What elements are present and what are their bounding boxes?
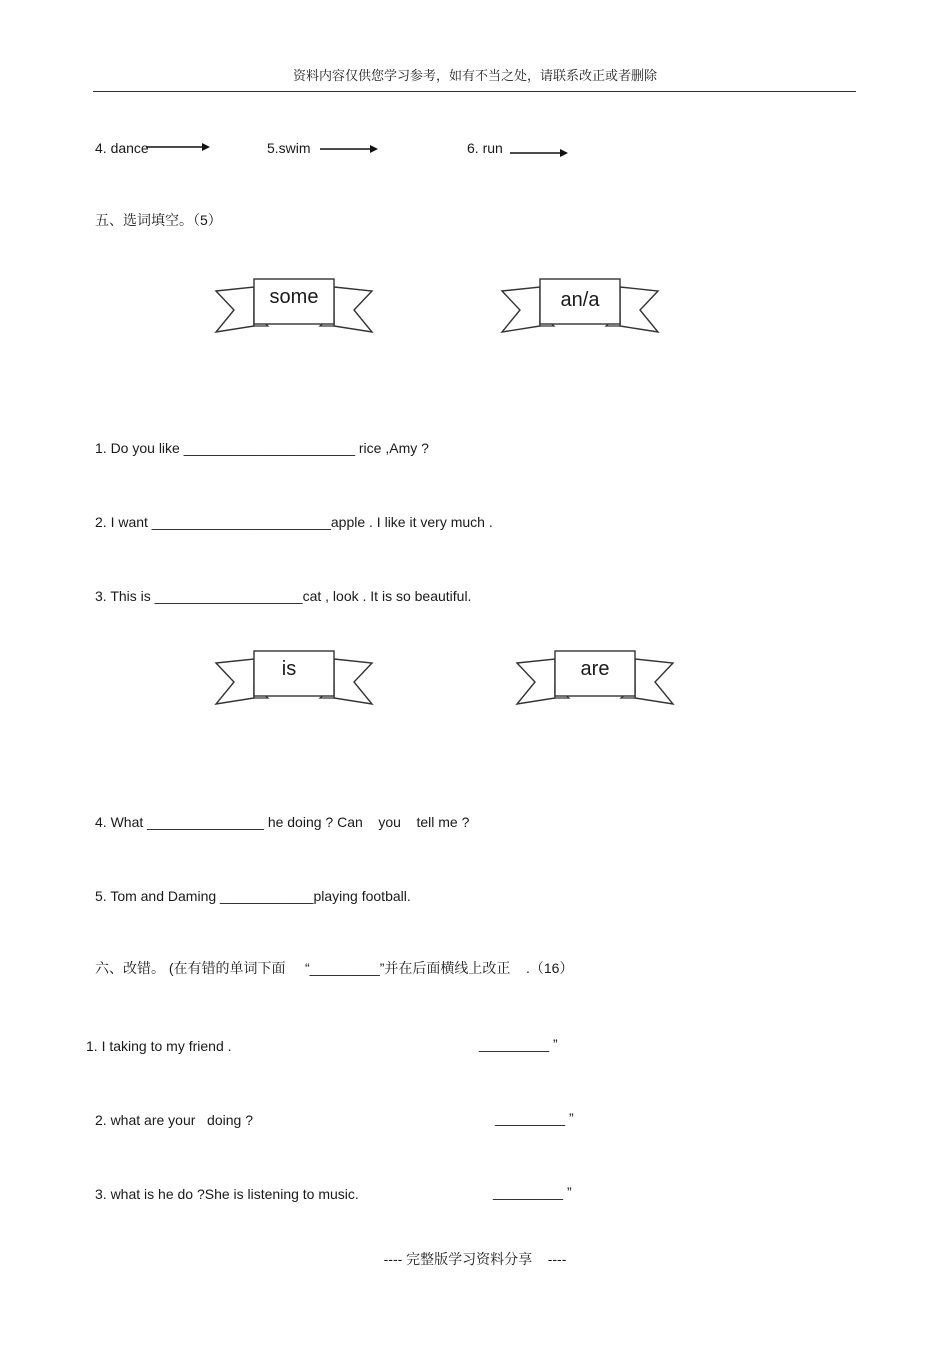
question-5: 5. Tom and Daming ____________playing football. [95,888,411,904]
correction-item-1: 1. I taking to my friend . [86,1038,232,1054]
question-4: 4. What _______________ he doing ? Can you tell me ? [95,814,470,830]
word-banner-some [214,276,374,340]
question-2: 2. I want _______________________apple . I like it very much . [95,514,493,530]
verb-run: 6. run [467,140,503,156]
word-banner-is [214,648,374,712]
page-footer: ---- 完整版学习资料分享 ---- [383,1251,567,1267]
banner-label: are [580,658,610,680]
arrow-right-icon [320,143,380,155]
banner-label: is [281,658,297,680]
correction-item-2: 2. what are your doing ? [95,1112,253,1128]
banner-label: an/a [560,289,600,311]
question-3: 3. This is ___________________cat , look . It is so beautiful. [95,588,472,604]
header-rule [93,91,856,92]
correction-item-3: 3. what is he do ?She is listening to music. [95,1186,359,1202]
section6-title: 六、改错。 (在有错的单词下面 “_________”并在后面横线上改正 .（16） [95,960,574,976]
arrow-right-icon [146,141,212,153]
verb-swim: 5.swim [267,140,311,156]
word-banner-are [515,648,675,712]
word-banner-an-a [500,276,660,340]
section5-title: 五、选词填空。（5） [95,212,222,228]
banner-label: some [269,286,319,308]
correction-blank-3: _________ ” [493,1184,572,1200]
question-1: 1. Do you like ______________________ rice ,Amy ? [95,440,429,456]
correction-blank-1: _________ ” [479,1036,558,1052]
correction-blank-2: _________ ” [495,1110,574,1126]
page-header: 资料内容仅供您学习参考，如有不当之处，请联系改正或者删除 [292,68,657,83]
arrow-right-icon [510,147,570,159]
verb-dance: 4. dance [95,140,149,156]
